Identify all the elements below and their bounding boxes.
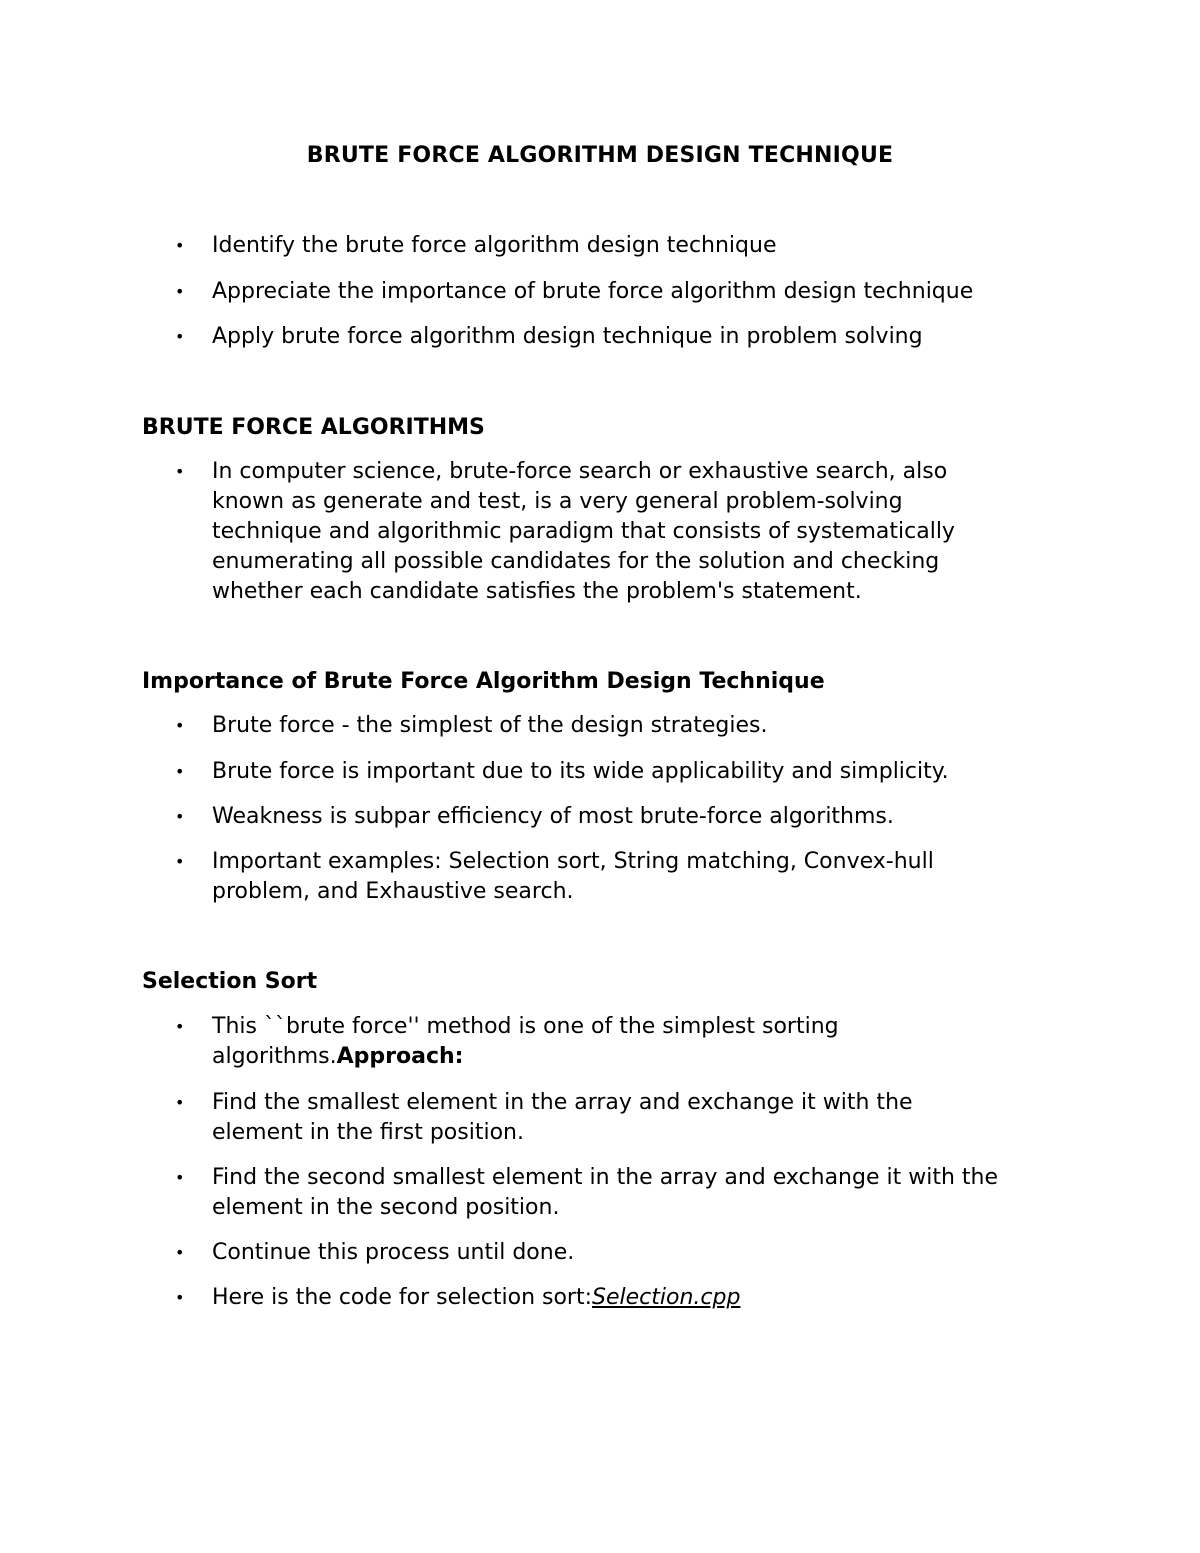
objective-text: Identify the brute force algorithm design technique [212,233,777,258]
code-intro-text: Here is the code for selection sort: [212,1285,593,1310]
bullet-icon: • [175,236,185,255]
importance-text: Important examples: Selection sort, String matching, Convex-hull problem, and Exhaustive search. [212,849,934,904]
selection-text: Find the smallest element in the array and exchange it with the element in the first position. [212,1090,913,1145]
bullet-icon: • [175,1243,185,1262]
section-heading-selection-sort: Selection Sort [142,969,318,994]
bullet-icon: • [175,1168,185,1187]
selection-item [175,1238,1075,1268]
importance-text: Brute force is important due to its wide applicability and simplicity. [212,759,949,784]
importance-text: Brute force - the simplest of the design strategies. [212,713,768,738]
importance-item [175,711,1075,741]
section-heading-importance: Importance of Brute Force Algorithm Design Technique [142,669,825,694]
section-heading-brute-force: BRUTE FORCE ALGORITHMS [142,415,485,440]
objective-item [175,231,1075,261]
selection-item [175,1012,905,1072]
objective-item [175,322,1075,352]
bullet-icon: • [175,1093,185,1112]
objective-text: Apply brute force algorithm design technique in problem solving [212,324,923,349]
bullet-icon: • [175,716,185,735]
bullet-icon: • [175,762,185,781]
selection-text [212,1283,1075,1313]
definition-item [175,457,1005,607]
selection-item [175,1283,1075,1313]
bullet-icon: • [175,462,185,481]
importance-item [175,757,1075,787]
importance-text: Weakness is subpar efficiency of most brute-force algorithms. [212,804,894,829]
importance-item [175,802,1075,832]
bullet-icon: • [175,807,185,826]
selection-cpp-link[interactable]: Selection.cpp [592,1285,741,1310]
bullet-icon: • [175,852,185,871]
selection-text: Continue this process until done. [212,1240,575,1265]
objective-text: Appreciate the importance of brute force algorithm design technique [212,279,974,304]
bullet-icon: • [175,1288,185,1307]
selection-item [175,1163,1075,1223]
selection-text: Find the second smallest element in the array and exchange it with the element in the second position. [212,1165,998,1220]
bullet-icon: • [175,1017,185,1036]
selection-intro-text: This ``brute force'' method is one of the simplest sorting algorithms. [212,1014,839,1069]
approach-label: Approach: [336,1044,464,1069]
document-title: BRUTE FORCE ALGORITHM DESIGN TECHNIQUE [306,143,894,168]
selection-text [212,1012,905,1072]
definition-text: In computer science, brute-force search or exhaustive search, also known as generate and test, is a very general problem-solving technique and algorithmic paradigm that consists of systematically enumerating all possible candidates for the solution and checking whether each candidate satisfies the problem's statement. [212,459,955,604]
bullet-icon: • [175,282,185,301]
objective-item [175,277,1075,307]
selection-item [175,1088,1005,1148]
bullet-icon: • [175,327,185,346]
importance-item [175,847,1005,907]
